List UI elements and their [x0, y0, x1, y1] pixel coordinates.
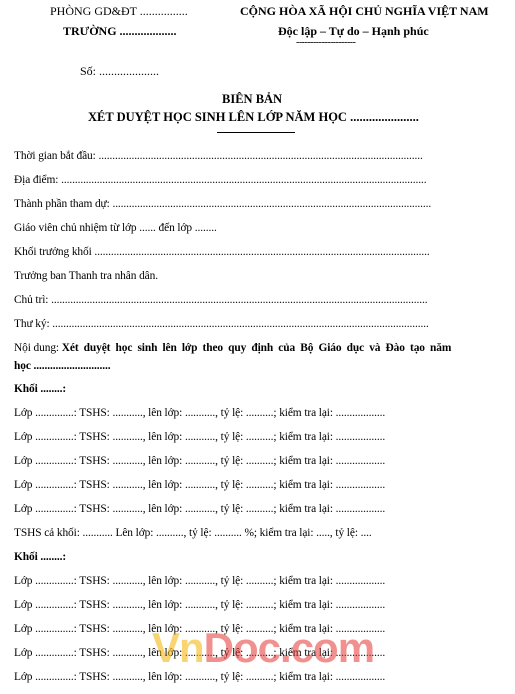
- vndoc-watermark: [152, 624, 374, 672]
- grade-head-field: Khối trưởng khối ..........................................................................................................................: [14, 246, 430, 258]
- class-row: Lớp ..............: TSHS: ..........., lên lớp: ..........., tỷ lệ: ..........; kiểm tra lại: ..................: [14, 575, 386, 587]
- department-label: PHÒNG GD&ĐT ................: [50, 4, 188, 18]
- inspection-head-field: Trưởng ban Thanh tra nhân dân.: [14, 270, 158, 282]
- content-line2: học ............................: [14, 360, 111, 372]
- participants-field: Thành phần tham dự: ....................................................................................................................: [14, 198, 432, 210]
- document-subtitle: XÉT DUYỆT HỌC SINH LÊN LỚP NĂM HỌC ......................: [88, 110, 419, 124]
- class-row: Lớp ..............: TSHS: ..........., lên lớp: ..........., tỷ lệ: ..........; kiểm tra lại: ..................: [14, 407, 386, 419]
- start-time-field: Thời gian bắt đầu: ......................................................................................................................: [14, 150, 423, 162]
- content-line1: [14, 342, 511, 354]
- class-row: Lớp ..............: TSHS: ..........., lên lớp: ..........., tỷ lệ: ..........; kiểm tra lại: ..................: [14, 623, 386, 635]
- homeroom-teacher-field: Giáo viên chủ nhiệm từ lớp ...... đến lớp ........: [14, 222, 217, 234]
- class-row: Lớp ..............: TSHS: ..........., lên lớp: ..........., tỷ lệ: ..........; kiểm tra lại: ..................: [14, 647, 386, 659]
- secretary-field: Thư ký: .........................................................................................................................................: [14, 318, 429, 330]
- class-row: Lớp ..............: TSHS: ..........., lên lớp: ..........., tỷ lệ: ..........; kiểm tra lại: ..................: [14, 455, 386, 467]
- motto: Độc lập – Tự do – Hạnh phúc: [278, 24, 429, 38]
- content-label: Nội dung:: [14, 342, 62, 354]
- watermark-part3: .com: [280, 624, 375, 671]
- school-label: TRƯỜNG ...................: [63, 24, 177, 38]
- class-row: Lớp ..............: TSHS: ..........., lên lớp: ..........., tỷ lệ: ..........; kiểm tra lại: ..................: [14, 431, 386, 443]
- class-row: Lớp ..............: TSHS: ..........., lên lớp: ..........., tỷ lệ: ..........; kiểm tra lại: ..................: [14, 599, 386, 611]
- grade-total-row: TSHS cả khối: ........... Lên lớp: .........., tỷ lệ: .......... %; kiểm tra lại: ....., tỷ lệ: ....: [14, 527, 372, 539]
- watermark-part1: Vn: [152, 624, 204, 671]
- class-row: Lớp ..............: TSHS: ..........., lên lớp: ..........., tỷ lệ: ..........; kiểm tra lại: ..................: [14, 503, 386, 515]
- location-field: Địa điểm: .....................................................................................................................................: [14, 174, 427, 186]
- grade-block-title: Khối ........:: [14, 383, 67, 395]
- content-text: Xét duyệt học sinh lên lớp theo quy định của Bộ Giáo dục và Đào tạo năm: [61, 342, 452, 354]
- document-title: BIÊN BẢN: [222, 92, 283, 106]
- watermark-part2: Doc: [203, 624, 281, 671]
- title-underline: [217, 132, 295, 133]
- class-row: Lớp ..............: TSHS: ..........., lên lớp: ..........., tỷ lệ: ..........; kiểm tra lại: ..................: [14, 671, 386, 683]
- nation-title: CỘNG HÒA XÃ HỘI CHỦ NGHĨA VIỆT NAM: [240, 4, 489, 18]
- class-row: Lớp ..............: TSHS: ..........., lên lớp: ..........., tỷ lệ: ..........; kiểm tra lại: ..................: [14, 479, 386, 491]
- motto-divider: ---------------------: [296, 37, 356, 48]
- chair-field: Chủ trì: .........................................................................................................................................: [14, 294, 428, 306]
- document-number: Số: ....................: [80, 64, 160, 78]
- grade-block-title: Khối ........:: [14, 551, 67, 563]
